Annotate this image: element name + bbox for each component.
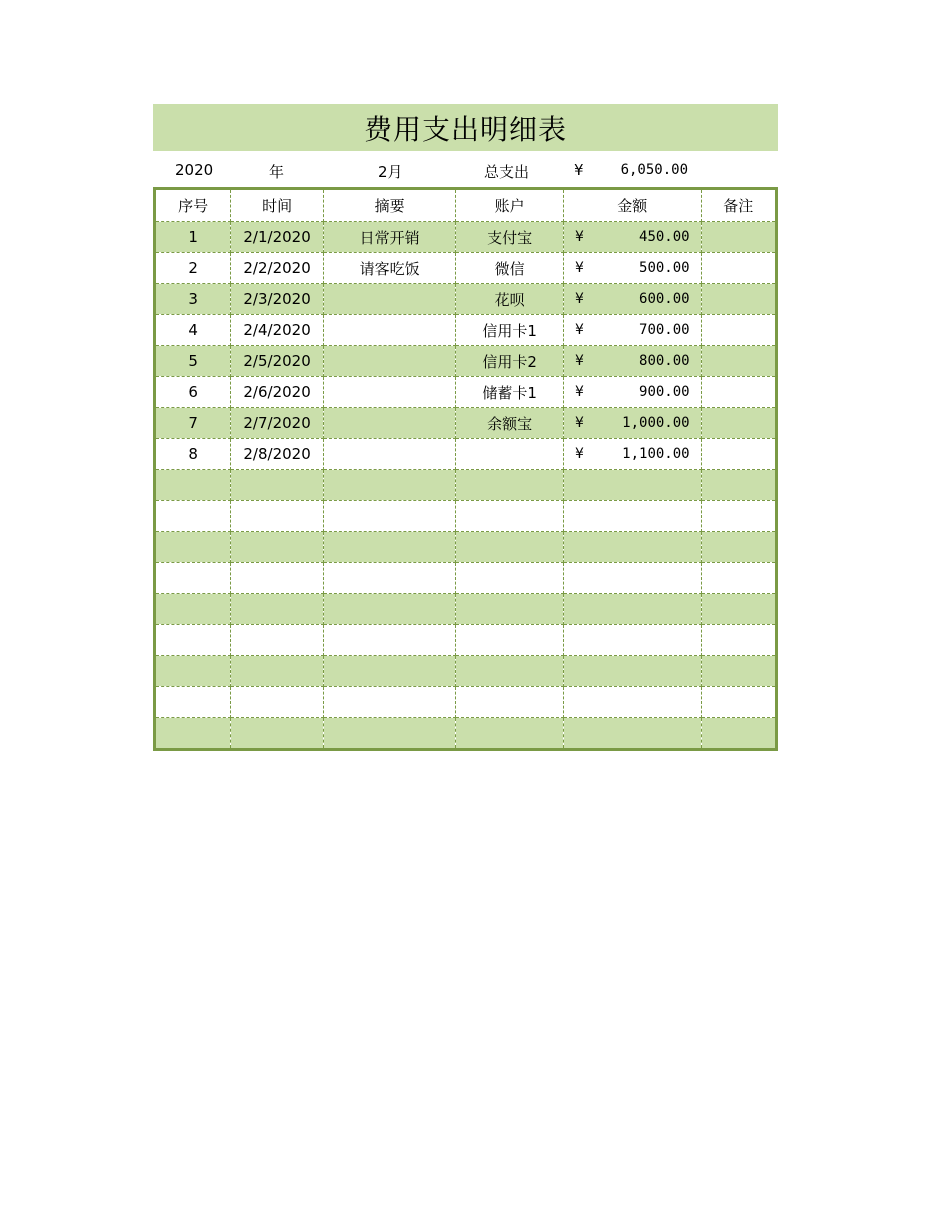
sheet-title: 费用支出明细表 xyxy=(153,104,778,151)
amount-value: 500.00 xyxy=(639,260,690,276)
table-row xyxy=(155,315,777,346)
cell-amount[interactable] xyxy=(563,532,701,563)
currency-symbol: ¥ xyxy=(574,322,584,338)
cell-account[interactable] xyxy=(456,563,564,594)
cell-amount[interactable] xyxy=(563,377,701,408)
cell-amount[interactable] xyxy=(563,656,701,687)
currency-symbol: ¥ xyxy=(574,384,584,400)
cell-date[interactable]: 2/1/2020 xyxy=(231,222,323,253)
cell-account[interactable] xyxy=(456,439,564,470)
cell-amount[interactable] xyxy=(563,687,701,718)
cell-no[interactable]: 1 xyxy=(155,222,231,253)
cell-no[interactable] xyxy=(155,532,231,563)
cell-note[interactable] xyxy=(701,346,776,377)
cell-no[interactable]: 2 xyxy=(155,253,231,284)
cell-no[interactable] xyxy=(155,656,231,687)
cell-account[interactable]: 花呗 xyxy=(456,284,564,315)
cell-date[interactable] xyxy=(231,470,323,501)
cell-date[interactable]: 2/8/2020 xyxy=(231,439,323,470)
cell-account[interactable] xyxy=(456,625,564,656)
cell-no[interactable] xyxy=(155,470,231,501)
cell-date[interactable] xyxy=(231,594,323,625)
cell-amount[interactable] xyxy=(563,284,701,315)
header-row xyxy=(155,189,777,222)
cell-date[interactable]: 2/7/2020 xyxy=(231,408,323,439)
cell-summary[interactable] xyxy=(323,439,456,470)
cell-date[interactable] xyxy=(231,718,323,750)
cell-date[interactable] xyxy=(231,501,323,532)
currency-symbol: ¥ xyxy=(574,353,584,369)
currency-symbol: ¥ xyxy=(574,229,584,245)
header-summary: 摘要 xyxy=(323,189,456,222)
header-date: 时间 xyxy=(231,189,323,222)
cell-note[interactable] xyxy=(701,718,776,750)
summary-currency: ¥ xyxy=(574,161,584,179)
cell-note[interactable] xyxy=(701,284,776,315)
cell-account[interactable] xyxy=(456,470,564,501)
cell-amount[interactable] xyxy=(563,408,701,439)
cell-date[interactable]: 2/3/2020 xyxy=(231,284,323,315)
summary-year-unit: 年 xyxy=(269,163,285,181)
cell-note[interactable] xyxy=(701,687,776,718)
cell-summary[interactable] xyxy=(323,377,456,408)
cell-amount[interactable] xyxy=(563,718,701,750)
cell-summary[interactable]: 请客吃饭 xyxy=(323,253,456,284)
currency-symbol: ¥ xyxy=(574,446,584,462)
cell-summary[interactable] xyxy=(323,718,456,750)
cell-summary[interactable] xyxy=(323,346,456,377)
cell-summary[interactable] xyxy=(323,656,456,687)
cell-no[interactable]: 8 xyxy=(155,439,231,470)
cell-summary[interactable]: 日常开销 xyxy=(323,222,456,253)
amount-value: 900.00 xyxy=(639,384,690,400)
table-row xyxy=(155,594,777,625)
cell-note[interactable] xyxy=(701,222,776,253)
cell-summary[interactable] xyxy=(323,284,456,315)
cell-no[interactable] xyxy=(155,625,231,656)
cell-amount[interactable] xyxy=(563,470,701,501)
table-row xyxy=(155,687,777,718)
summary-month[interactable]: 2月 xyxy=(378,163,403,181)
cell-account[interactable]: 储蓄卡1 xyxy=(456,377,564,408)
cell-no[interactable]: 3 xyxy=(155,284,231,315)
cell-amount[interactable] xyxy=(563,563,701,594)
cell-summary[interactable] xyxy=(323,532,456,563)
cell-note[interactable] xyxy=(701,563,776,594)
table-row xyxy=(155,346,777,377)
table-row xyxy=(155,563,777,594)
header-no: 序号 xyxy=(155,189,231,222)
cell-account[interactable] xyxy=(456,687,564,718)
header-note: 备注 xyxy=(701,189,776,222)
cell-date[interactable] xyxy=(231,563,323,594)
cell-no[interactable] xyxy=(155,563,231,594)
table-row xyxy=(155,625,777,656)
cell-no[interactable]: 4 xyxy=(155,315,231,346)
amount-value: 1,000.00 xyxy=(622,415,690,431)
table-row xyxy=(155,439,777,470)
table-row xyxy=(155,501,777,532)
cell-no[interactable] xyxy=(155,718,231,750)
header-account: 账户 xyxy=(456,189,564,222)
cell-account[interactable]: 支付宝 xyxy=(456,222,564,253)
summary-total-label: 总支出 xyxy=(484,163,530,181)
currency-symbol: ¥ xyxy=(574,415,584,431)
cell-note[interactable] xyxy=(701,408,776,439)
cell-summary[interactable] xyxy=(323,408,456,439)
cell-summary[interactable] xyxy=(323,501,456,532)
cell-date[interactable]: 2/4/2020 xyxy=(231,315,323,346)
cell-amount[interactable] xyxy=(563,625,701,656)
cell-date[interactable]: 2/6/2020 xyxy=(231,377,323,408)
cell-note[interactable] xyxy=(701,470,776,501)
cell-date[interactable] xyxy=(231,687,323,718)
cell-note[interactable] xyxy=(701,501,776,532)
table-row xyxy=(155,284,777,315)
cell-account[interactable] xyxy=(456,532,564,563)
table-row xyxy=(155,377,777,408)
table-row xyxy=(155,718,777,750)
cell-no[interactable]: 6 xyxy=(155,377,231,408)
cell-note[interactable] xyxy=(701,594,776,625)
cell-account[interactable] xyxy=(456,718,564,750)
summary-row xyxy=(153,151,778,187)
cell-no[interactable]: 5 xyxy=(155,346,231,377)
cell-date[interactable]: 2/2/2020 xyxy=(231,253,323,284)
cell-summary[interactable] xyxy=(323,625,456,656)
cell-amount[interactable] xyxy=(563,315,701,346)
table-row xyxy=(155,656,777,687)
cell-date[interactable] xyxy=(231,656,323,687)
cell-summary[interactable] xyxy=(323,470,456,501)
cell-account[interactable] xyxy=(456,656,564,687)
table-row xyxy=(155,532,777,563)
cell-note[interactable] xyxy=(701,656,776,687)
amount-value: 450.00 xyxy=(639,229,690,245)
cell-no[interactable]: 7 xyxy=(155,408,231,439)
table-row xyxy=(155,470,777,501)
cell-summary[interactable] xyxy=(323,687,456,718)
cell-no[interactable] xyxy=(155,501,231,532)
cell-date[interactable] xyxy=(231,532,323,563)
cell-summary[interactable] xyxy=(323,315,456,346)
header-amount: 金额 xyxy=(563,189,701,222)
table-row xyxy=(155,408,777,439)
cell-account[interactable]: 信用卡1 xyxy=(456,315,564,346)
amount-value: 600.00 xyxy=(639,291,690,307)
cell-amount[interactable] xyxy=(563,253,701,284)
cell-note[interactable] xyxy=(701,253,776,284)
table-row xyxy=(155,253,777,284)
cell-summary[interactable] xyxy=(323,594,456,625)
cell-note[interactable] xyxy=(701,377,776,408)
table-body xyxy=(155,222,777,750)
cell-amount[interactable] xyxy=(563,594,701,625)
cell-account[interactable]: 微信 xyxy=(456,253,564,284)
currency-symbol: ¥ xyxy=(574,291,584,307)
cell-account[interactable] xyxy=(456,594,564,625)
amount-value: 800.00 xyxy=(639,353,690,369)
cell-amount[interactable] xyxy=(563,222,701,253)
expense-table xyxy=(153,187,778,751)
cell-date[interactable]: 2/5/2020 xyxy=(231,346,323,377)
cell-account[interactable]: 余额宝 xyxy=(456,408,564,439)
cell-summary[interactable] xyxy=(323,563,456,594)
table-row xyxy=(155,222,777,253)
cell-amount[interactable] xyxy=(563,501,701,532)
cell-no[interactable] xyxy=(155,687,231,718)
amount-value: 1,100.00 xyxy=(622,446,690,462)
summary-year[interactable]: 2020 xyxy=(175,161,214,179)
expense-sheet xyxy=(153,104,778,751)
currency-symbol: ¥ xyxy=(574,260,584,276)
cell-account[interactable] xyxy=(456,501,564,532)
cell-amount[interactable] xyxy=(563,439,701,470)
cell-date[interactable] xyxy=(231,625,323,656)
cell-note[interactable] xyxy=(701,532,776,563)
cell-amount[interactable] xyxy=(563,346,701,377)
cell-note[interactable] xyxy=(701,439,776,470)
summary-total-value: 6,050.00 xyxy=(620,162,688,178)
cell-no[interactable] xyxy=(155,594,231,625)
cell-note[interactable] xyxy=(701,315,776,346)
cell-note[interactable] xyxy=(701,625,776,656)
cell-account[interactable]: 信用卡2 xyxy=(456,346,564,377)
amount-value: 700.00 xyxy=(639,322,690,338)
